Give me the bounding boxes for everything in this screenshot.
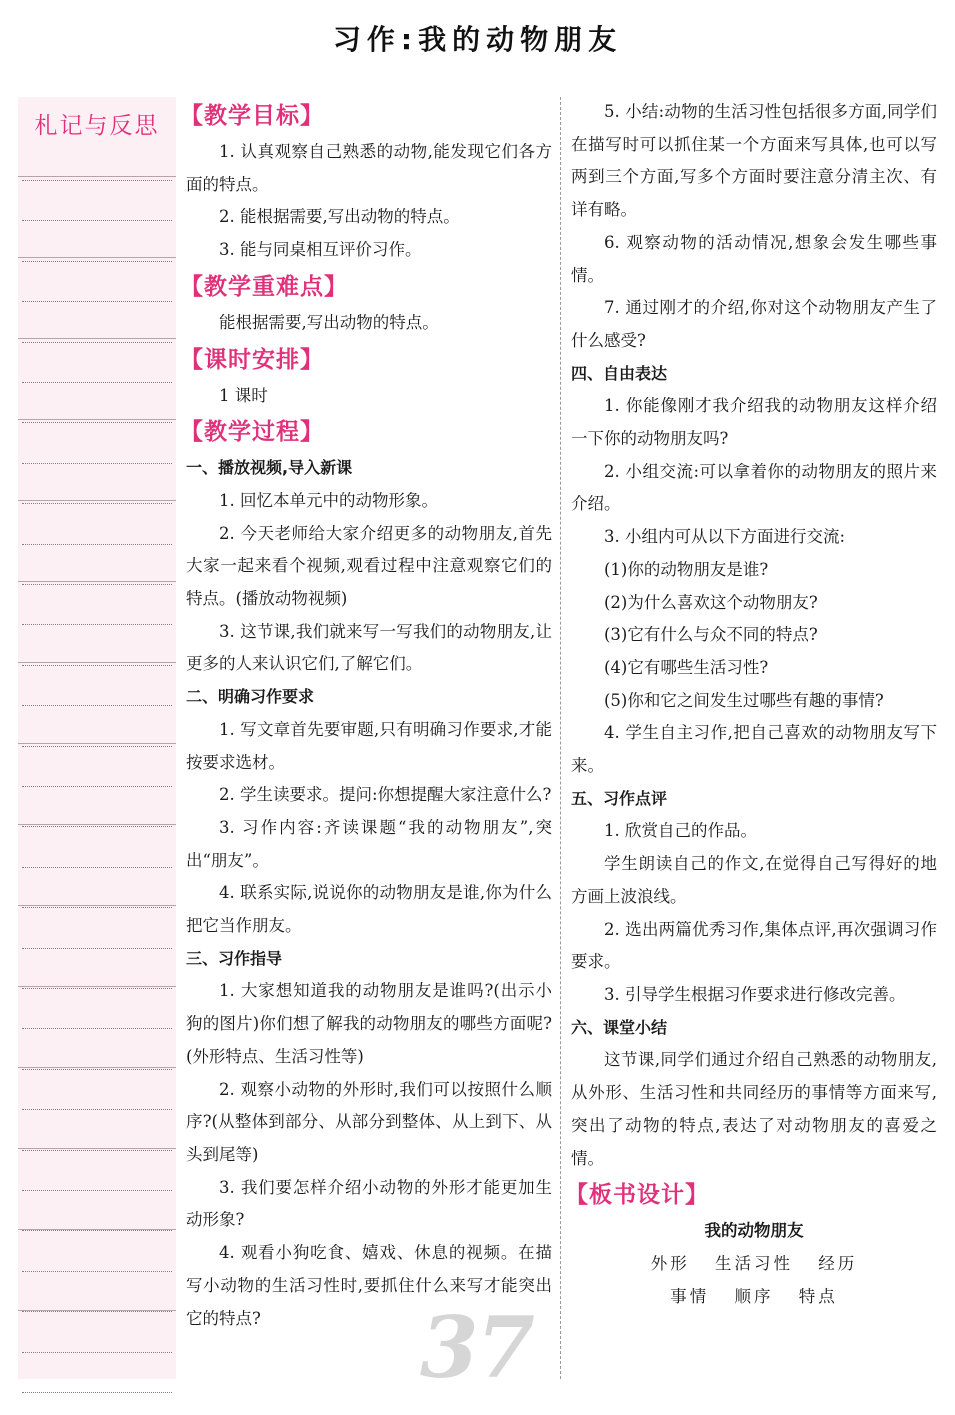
list-item: (3)它有什么与众不同的特点? <box>604 625 818 645</box>
sidebar-rule-line <box>22 463 172 464</box>
sidebar-rule-line <box>22 422 172 423</box>
process-heading: 【教学过程】 <box>180 419 324 446</box>
paragraph: 3. 这节课,我们就来写一写我们的动物朋友,让更多的人来认识它们,了解它们。 <box>186 621 552 674</box>
sidebar-rule-line <box>22 503 172 504</box>
sidebar-rule-line <box>22 544 172 545</box>
list-item: (4)它有哪些生活习性? <box>604 657 769 677</box>
section-title: 二、明确习作要求 <box>186 687 315 707</box>
sidebar-rule-line <box>22 907 172 908</box>
paragraph: 1. 你能像刚才我介绍我的动物朋友这样介绍一下你的动物朋友吗? <box>571 396 937 449</box>
schedule-heading: 【课时安排】 <box>180 346 324 373</box>
sidebar-rule-line <box>22 705 172 706</box>
board-word: 特点 <box>798 1286 838 1306</box>
section-title: 一、播放视频,导入新课 <box>186 458 353 478</box>
sidebar-rule-line <box>22 584 172 585</box>
sidebar-rule-line <box>22 786 172 787</box>
board-word: 事情 <box>670 1286 710 1306</box>
paragraph: 3. 我们要怎样介绍小动物的外形才能更加生动形象? <box>186 1177 552 1230</box>
paragraph: 4. 观看小狗吃食、嬉戏、休息的视频。在描写小动物的生活习性时,要抓住什么来写才能突出它的特点? <box>186 1243 552 1328</box>
paragraph: 1. 回忆本单元中的动物形象。 <box>219 490 438 510</box>
sidebar-rule-line <box>22 261 172 262</box>
sidebar-rule-line <box>22 1352 172 1353</box>
sidebar-rule-line <box>22 1109 172 1110</box>
paragraph: 2. 小组交流:可以拿着你的动物朋友的照片来介绍。 <box>571 461 937 514</box>
paragraph: 1. 大家想知道我的动物朋友是谁吗?(出示小狗的图片)你们想了解我的动物朋友的哪些方面呢?(外形特点、生活习性等) <box>186 981 552 1066</box>
paragraph: 3. 引导学生根据习作要求进行修改完善。 <box>604 984 906 1004</box>
paragraph: 4. 联系实际,说说你的动物朋友是谁,你为什么把它当作朋友。 <box>186 883 552 936</box>
paragraph: 1. 写文章首先要审题,只有明确习作要求,才能按要求选材。 <box>186 719 552 772</box>
sidebar-rule-line <box>22 1392 172 1393</box>
sidebar-ruled-lines <box>22 97 172 1379</box>
sidebar-rule-line <box>22 1190 172 1191</box>
paragraph: 学生朗读自己的作文,在觉得自己写得好的地方画上波浪线。 <box>571 854 937 906</box>
paragraph: 3. 习作内容:齐读课题“我的动物朋友”,突出“朋友”。 <box>186 817 552 870</box>
sidebar-rule-line <box>22 948 172 949</box>
board-word: 生活习性 <box>715 1253 793 1273</box>
objective-item: 3. 能与同桌相互评价习作。 <box>219 240 422 260</box>
board-word: 经历 <box>818 1253 858 1273</box>
objective-item: 1. 认真观察自己熟悉的动物,能发现它们各方面的特点。 <box>186 142 552 194</box>
paragraph: 1. 欣赏自己的作品。 <box>604 821 757 841</box>
sidebar-rule-line <box>22 624 172 625</box>
sidebar-rule-line <box>22 1230 172 1231</box>
section-title: 五、习作点评 <box>571 788 668 808</box>
sidebar-rule-line <box>22 382 172 383</box>
schedule-text: 1 课时 <box>219 385 268 405</box>
section-title: 三、习作指导 <box>186 948 283 968</box>
left-column <box>180 96 552 1335</box>
paragraph: 2. 选出两篇优秀习作,集体点评,再次强调习作要求。 <box>571 919 937 972</box>
sidebar-rule-line <box>22 180 172 181</box>
sidebar-rule-line <box>22 1311 172 1312</box>
section-title: 四、自由表达 <box>571 363 668 383</box>
sidebar-rule-line <box>22 1028 172 1029</box>
sidebar-rule-line <box>22 1069 172 1070</box>
paragraph: 3. 小组内可从以下方面进行交流: <box>604 527 846 547</box>
paragraph: 2. 今天老师给大家介绍更多的动物朋友,首先大家一起来看个视频,观看过程中注意观察它们的特点。(播放动物视频) <box>186 523 552 609</box>
sidebar-rule-line <box>22 301 172 302</box>
keypoints-heading: 【教学重难点】 <box>180 273 348 300</box>
objectives-heading: 【教学目标】 <box>180 103 324 129</box>
sidebar-rule-line <box>22 1271 172 1272</box>
list-item: (1)你的动物朋友是谁? <box>604 559 769 579</box>
board-word: 顺序 <box>734 1286 774 1306</box>
right-column <box>565 96 937 1313</box>
list-item: (5)你和它之间发生过哪些有趣的事情? <box>604 690 884 710</box>
section-title: 六、课堂小结 <box>571 1017 668 1037</box>
sidebar-rule-line <box>22 1150 172 1151</box>
paragraph: 2. 学生读要求。提问:你想提醒大家注意什么? <box>219 785 552 805</box>
board-heading: 【板书设计】 <box>565 1182 709 1209</box>
paragraph: 6. 观察动物的活动情况,想象会发生哪些事情。 <box>571 232 937 285</box>
column-divider <box>560 97 561 1379</box>
keypoints-text: 能根据需要,写出动物的特点。 <box>219 312 439 332</box>
notes-sidebar <box>18 97 176 1379</box>
paragraph: 这节课,同学们通过介绍自己熟悉的动物朋友,从外形、生活习性和共同经历的事情等方面来写,突出了动物的特点,表达了对动物朋友的喜爱之情。 <box>571 1050 937 1168</box>
paragraph: 7. 通过刚才的介绍,你对这个动物朋友产生了什么感受? <box>571 298 937 350</box>
sidebar-rule-line <box>22 220 172 221</box>
paragraph: 2. 观察小动物的外形时,我们可以按照什么顺序?(从整体到部分、从部分到整体、从上到下、从头到尾等) <box>186 1079 552 1164</box>
sidebar-rule-line <box>22 826 172 827</box>
sidebar-rule-line <box>22 867 172 868</box>
sidebar-rule-line <box>22 988 172 989</box>
sidebar-rule-line <box>22 342 172 343</box>
sidebar-title: 札记与反思 <box>34 113 160 139</box>
sidebar-rule-line <box>22 665 172 666</box>
board-row-1 <box>571 1248 937 1281</box>
board-word: 外形 <box>650 1253 690 1273</box>
list-item: (2)为什么喜欢这个动物朋友? <box>604 592 818 612</box>
board-row-2 <box>571 1281 937 1314</box>
objective-item: 2. 能根据需要,写出动物的特点。 <box>219 207 460 227</box>
sidebar-rule-line <box>22 746 172 747</box>
board-title: 我的动物朋友 <box>704 1221 804 1241</box>
page-number: 37 <box>420 1298 533 1397</box>
paragraph: 4. 学生自主习作,把自己喜欢的动物朋友写下来。 <box>571 723 937 776</box>
page-title: 习作:我的动物朋友 <box>332 23 623 56</box>
paragraph: 5. 小结:动物的生活习性包括很多方面,同学们在描写时可以抓住某一个方面来写具体,也可以写两到三个方面,写多个方面时要注意分清主次、有详有略。 <box>571 102 937 220</box>
